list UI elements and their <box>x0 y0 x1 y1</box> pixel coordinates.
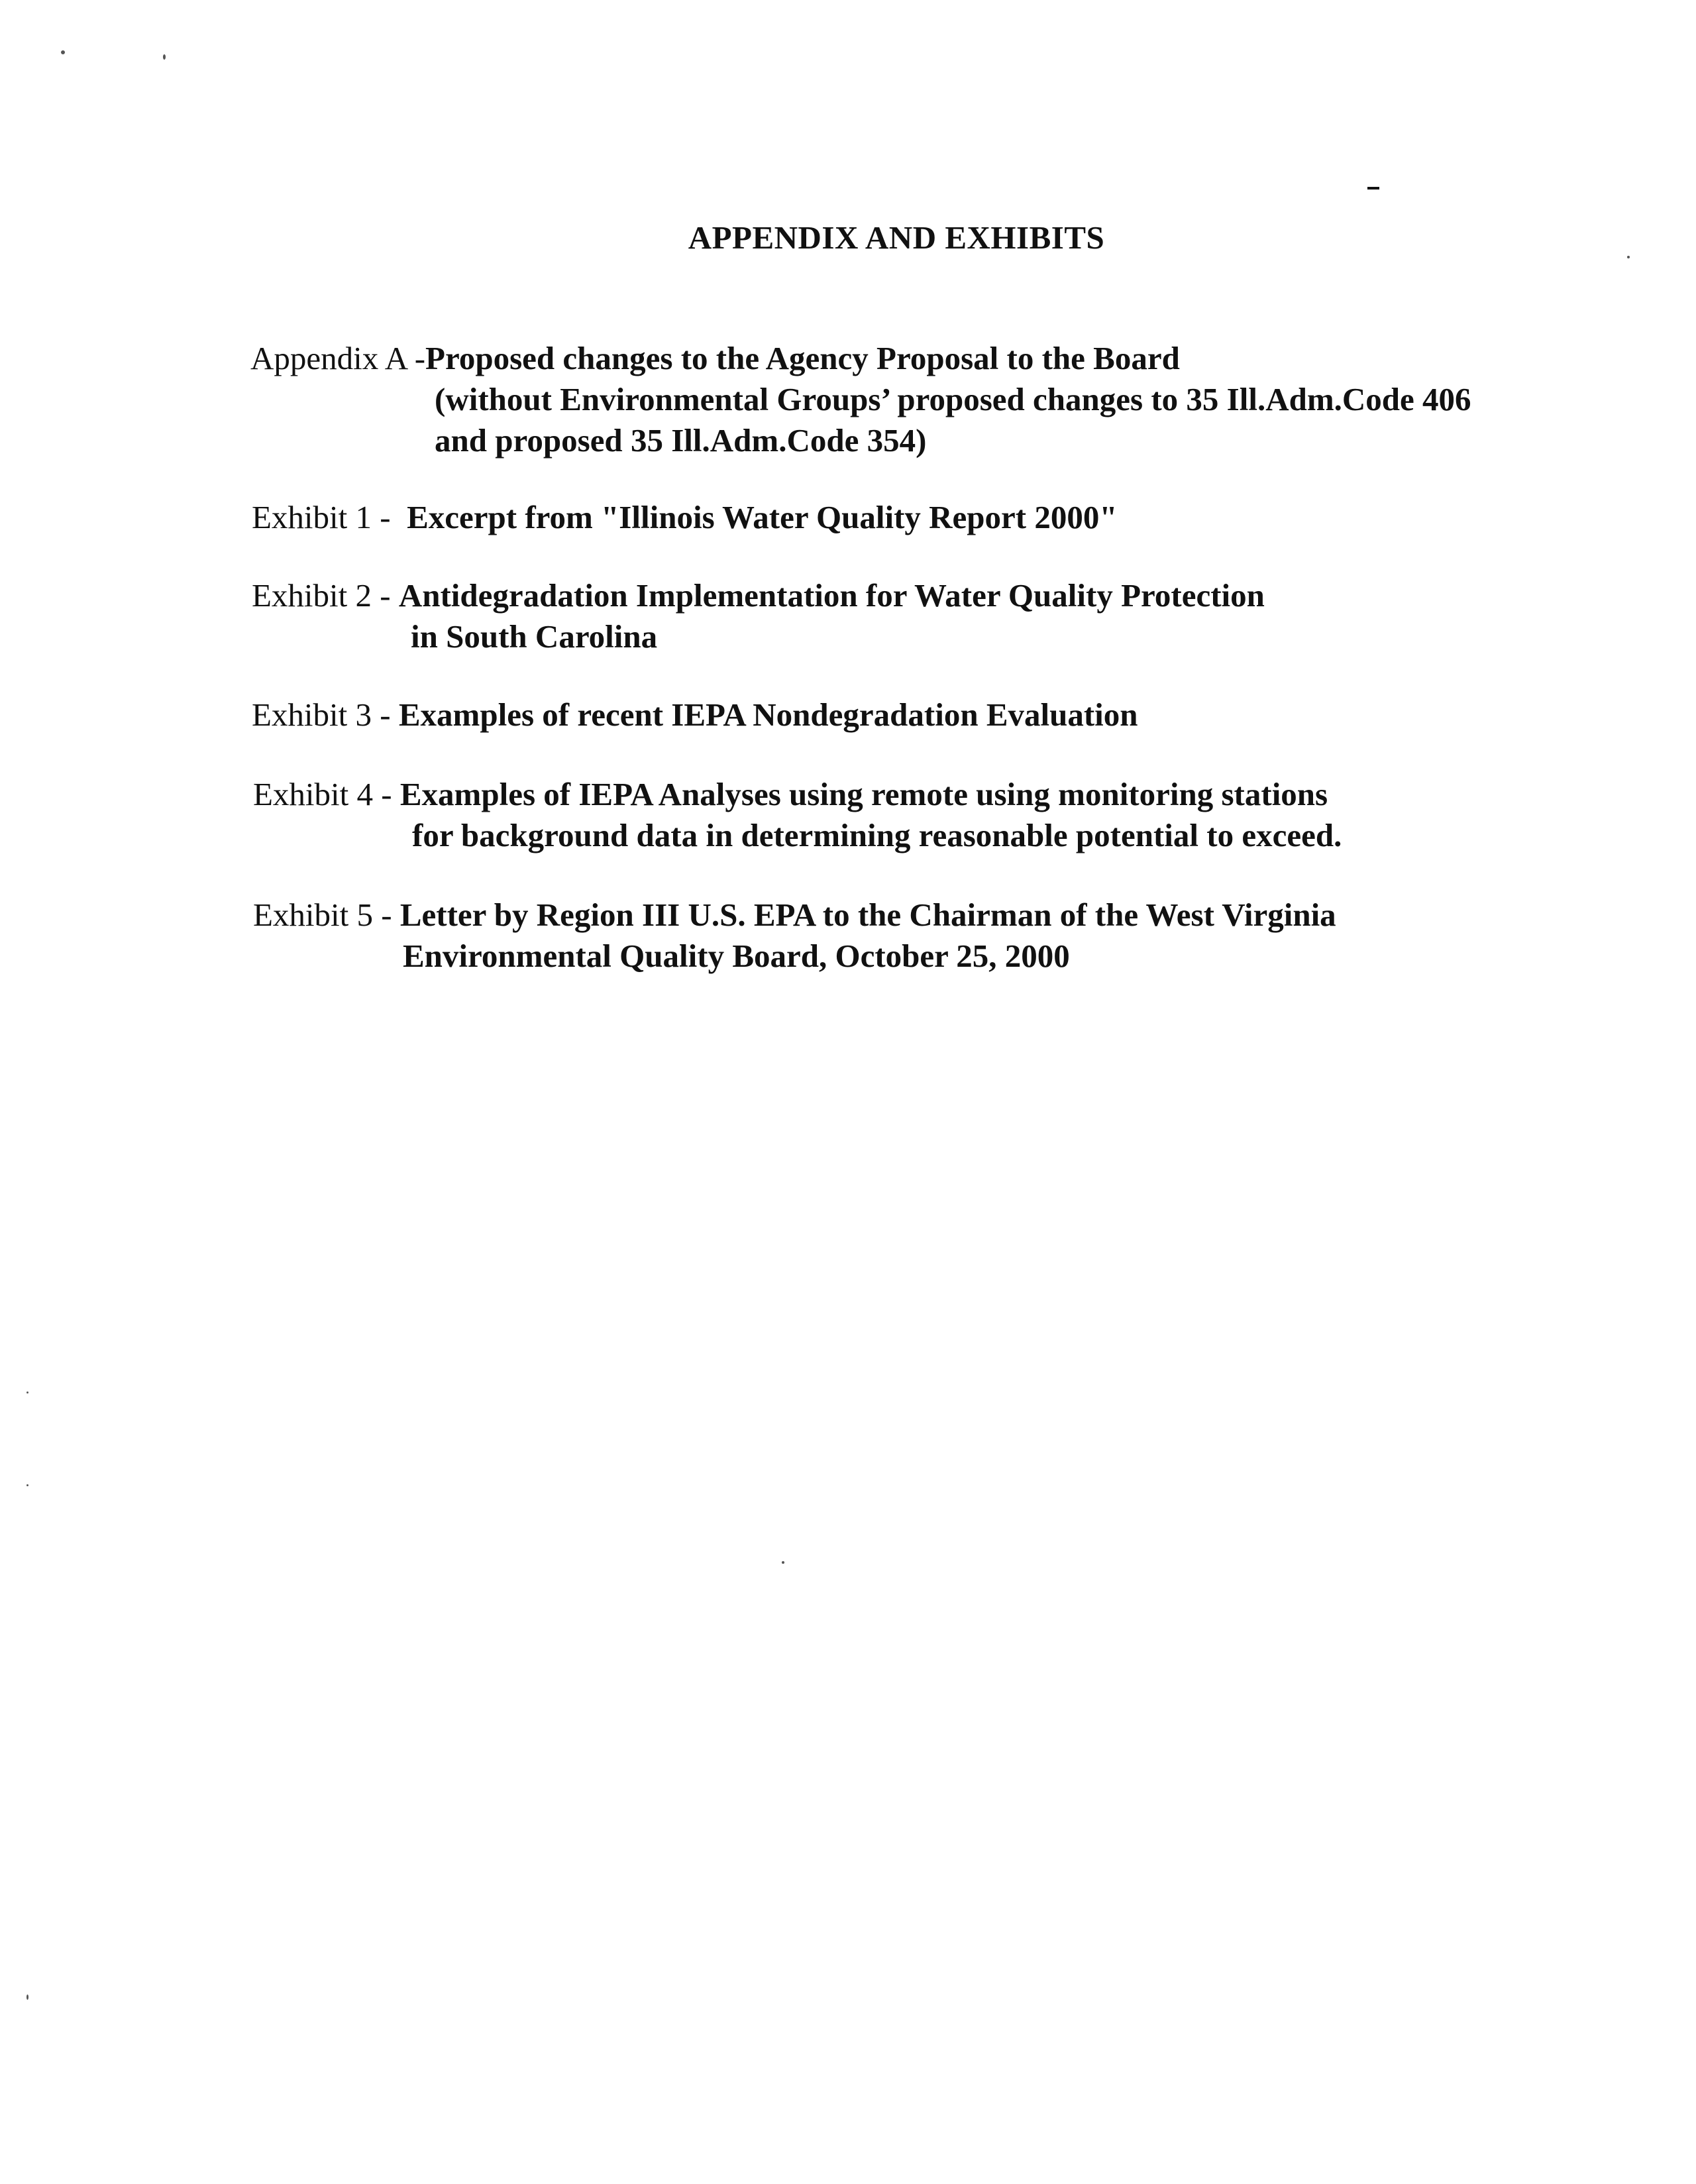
entry-label: Exhibit 3 - <box>252 696 391 733</box>
entry-label: Exhibit 1 - <box>252 499 391 535</box>
entry-continuation: Environmental Quality Board, October 25, 2000 <box>403 938 1070 974</box>
scan-speck <box>782 1561 784 1564</box>
stray-mark <box>1367 187 1379 190</box>
entry-label: Exhibit 5 - <box>253 897 392 933</box>
entry-title: Examples of IEPA Analyses using remote using monitoring stations <box>399 776 1328 812</box>
entry-title: Letter by Region III U.S. EPA to the Chairman of the West Virginia <box>399 897 1336 933</box>
entry-title: Proposed changes to the Agency Proposal to the Board <box>425 340 1180 376</box>
exhibit-3-entry <box>252 694 1138 736</box>
entry-label: Exhibit 2 - <box>252 577 391 614</box>
exhibit-5-entry <box>253 895 1336 977</box>
exhibit-1-first-line <box>252 497 1118 538</box>
exhibit-2-entry <box>252 575 1265 657</box>
entry-label: Exhibit 4 - <box>253 776 392 812</box>
page-title: APPENDIX AND EXHIBITS <box>688 219 1105 256</box>
scan-speck <box>163 54 166 60</box>
entry-continuation: and proposed 35 Ill.Adm.Code 354) <box>435 422 927 459</box>
exhibit-5-first-line <box>253 895 1336 936</box>
entry-title: Examples of recent IEPA Nondegradation Evaluation <box>398 696 1138 733</box>
scan-speck <box>26 1392 28 1393</box>
appendix-a-first-line <box>250 338 1287 379</box>
entry-title: Antidegradation Implementation for Water Quality Protection <box>398 577 1265 614</box>
entry-continuation: (without Environmental Groups’ proposed changes to 35 Ill.Adm.Code 406 <box>435 381 1471 417</box>
exhibit-4-first-line <box>253 774 1328 815</box>
exhibit-3-first-line <box>252 694 1138 736</box>
exhibit-1-entry <box>252 497 1118 538</box>
appendix-a-entry <box>250 338 1471 461</box>
scan-speck <box>26 1994 28 2000</box>
scan-speck <box>61 50 65 54</box>
exhibit-2-first-line <box>252 575 1265 616</box>
entry-label: Appendix A - <box>250 340 426 376</box>
scan-speck <box>26 1484 28 1486</box>
entry-title: Excerpt from "Illinois Water Quality Report 2000" <box>407 499 1118 535</box>
entry-continuation: for background data in determining reasonable potential to exceed. <box>412 817 1342 853</box>
exhibit-4-entry <box>253 774 1342 856</box>
entry-continuation: in South Carolina <box>411 618 658 655</box>
